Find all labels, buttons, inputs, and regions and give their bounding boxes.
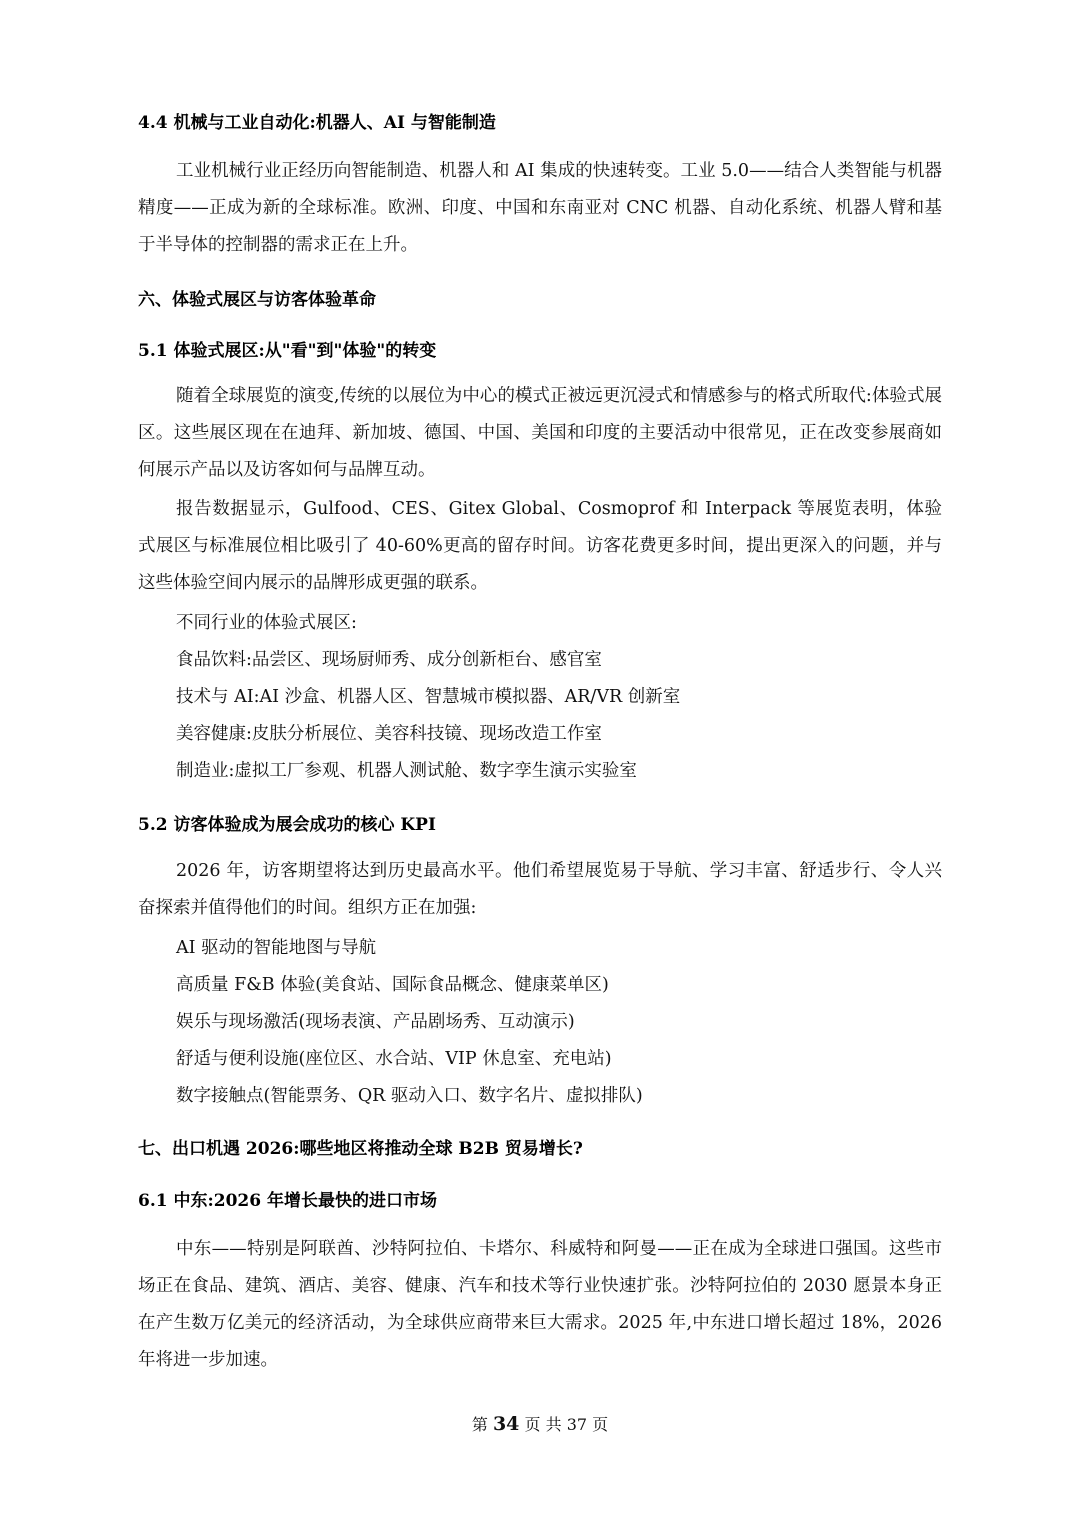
- list-item: AI 驱动的智能地图与导航: [176, 938, 377, 958]
- section-heading-4-4: 4.4 机械与工业自动化:机器人、AI 与智能制造: [138, 113, 496, 133]
- paragraph-5-1-a: 随着全球展览的演变,传统的以展位为中心的模式正被远更沉浸式和情感参与的格式所取代:体验式展区。这些展区现在在迪拜、新加坡、德国、中国、美国和印度的主要活动中很常见，正在改变参展商如何展示产品以及访客如何与品牌互动。: [138, 386, 942, 480]
- list-item: 食品饮料:品尝区、现场厨师秀、成分创新柜台、感官室: [176, 650, 602, 670]
- paragraph-5-2: 2026 年，访客期望将达到历史最高水平。他们希望展览易于导航、学习丰富、舒适步行、令人兴奋探索并值得他们的时间。组织方正在加强:: [138, 861, 942, 918]
- total-page-count: 37: [566, 1415, 588, 1434]
- list-item: 美容健康:皮肤分析展位、美容科技镜、现场改造工作室: [176, 724, 602, 744]
- footer-middle: 页 共: [524, 1415, 562, 1434]
- page-footer: [0, 1412, 1080, 1435]
- chapter-heading-7: 七、出口机遇 2026:哪些地区将推动全球 B2B 贸易增长?: [138, 1139, 583, 1159]
- current-page-number: 34: [492, 1413, 520, 1435]
- section-heading-5-2: 5.2 访客体验成为展会成功的核心 KPI: [138, 815, 436, 835]
- list-item: 娱乐与现场激活(现场表演、产品剧场秀、互动演示): [176, 1012, 575, 1032]
- paragraph-4-4: 工业机械行业正经历向智能制造、机器人和 AI 集成的快速转变。工业 5.0——结合人类智能与机器精度——正成为新的全球标准。欧洲、印度、中国和东南亚对 CNC 机器、自动化系统、机器人臂和基于半导体的控制器的需求正在上升。: [138, 161, 942, 255]
- list-item: 数字接触点(智能票务、QR 驱动入口、数字名片、虚拟排队): [176, 1086, 643, 1106]
- section-heading-5-1: 5.1 体验式展区:从"看"到"体验"的转变: [138, 341, 437, 361]
- section-heading-6-1: 6.1 中东:2026 年增长最快的进口市场: [138, 1191, 438, 1211]
- list-item: 制造业:虚拟工厂参观、机器人测试舱、数字孪生演示实验室: [176, 761, 637, 781]
- list-item: 舒适与便利设施(座位区、水合站、VIP 休息室、充电站): [176, 1049, 612, 1069]
- paragraph-6-1: 中东——特别是阿联酋、沙特阿拉伯、卡塔尔、科威特和阿曼——正在成为全球进口强国。这些市场正在食品、建筑、酒店、美容、健康、汽车和技术等行业快速扩张。沙特阿拉伯的 2030 愿景本身正在产生数万亿美元的经济活动，为全球供应商带来巨大需求。2025 年,中东进口增长超过 18%，2026 年将进一步加速。: [138, 1239, 942, 1370]
- footer-suffix: 页: [592, 1415, 609, 1434]
- list-item: 技术与 AI:AI 沙盒、机器人区、智慧城市模拟器、AR/VR 创新室: [176, 687, 681, 707]
- paragraph-5-1-b: 报告数据显示，Gulfood、CES、Gitex Global、Cosmoprof 和 Interpack 等展览表明，体验式展区与标准展位相比吸引了 40-60%更高的留存时间。访客花费更多时间，提出更深入的问题，并与这些体验空间内展示的品牌形成更强的联系。: [138, 499, 942, 593]
- footer-prefix: 第: [471, 1415, 488, 1434]
- list-intro: 不同行业的体验式展区:: [176, 613, 357, 633]
- chapter-heading-6: 六、体验式展区与访客体验革命: [138, 290, 376, 310]
- list-item: 高质量 F&B 体验(美食站、国际食品概念、健康菜单区): [176, 975, 609, 995]
